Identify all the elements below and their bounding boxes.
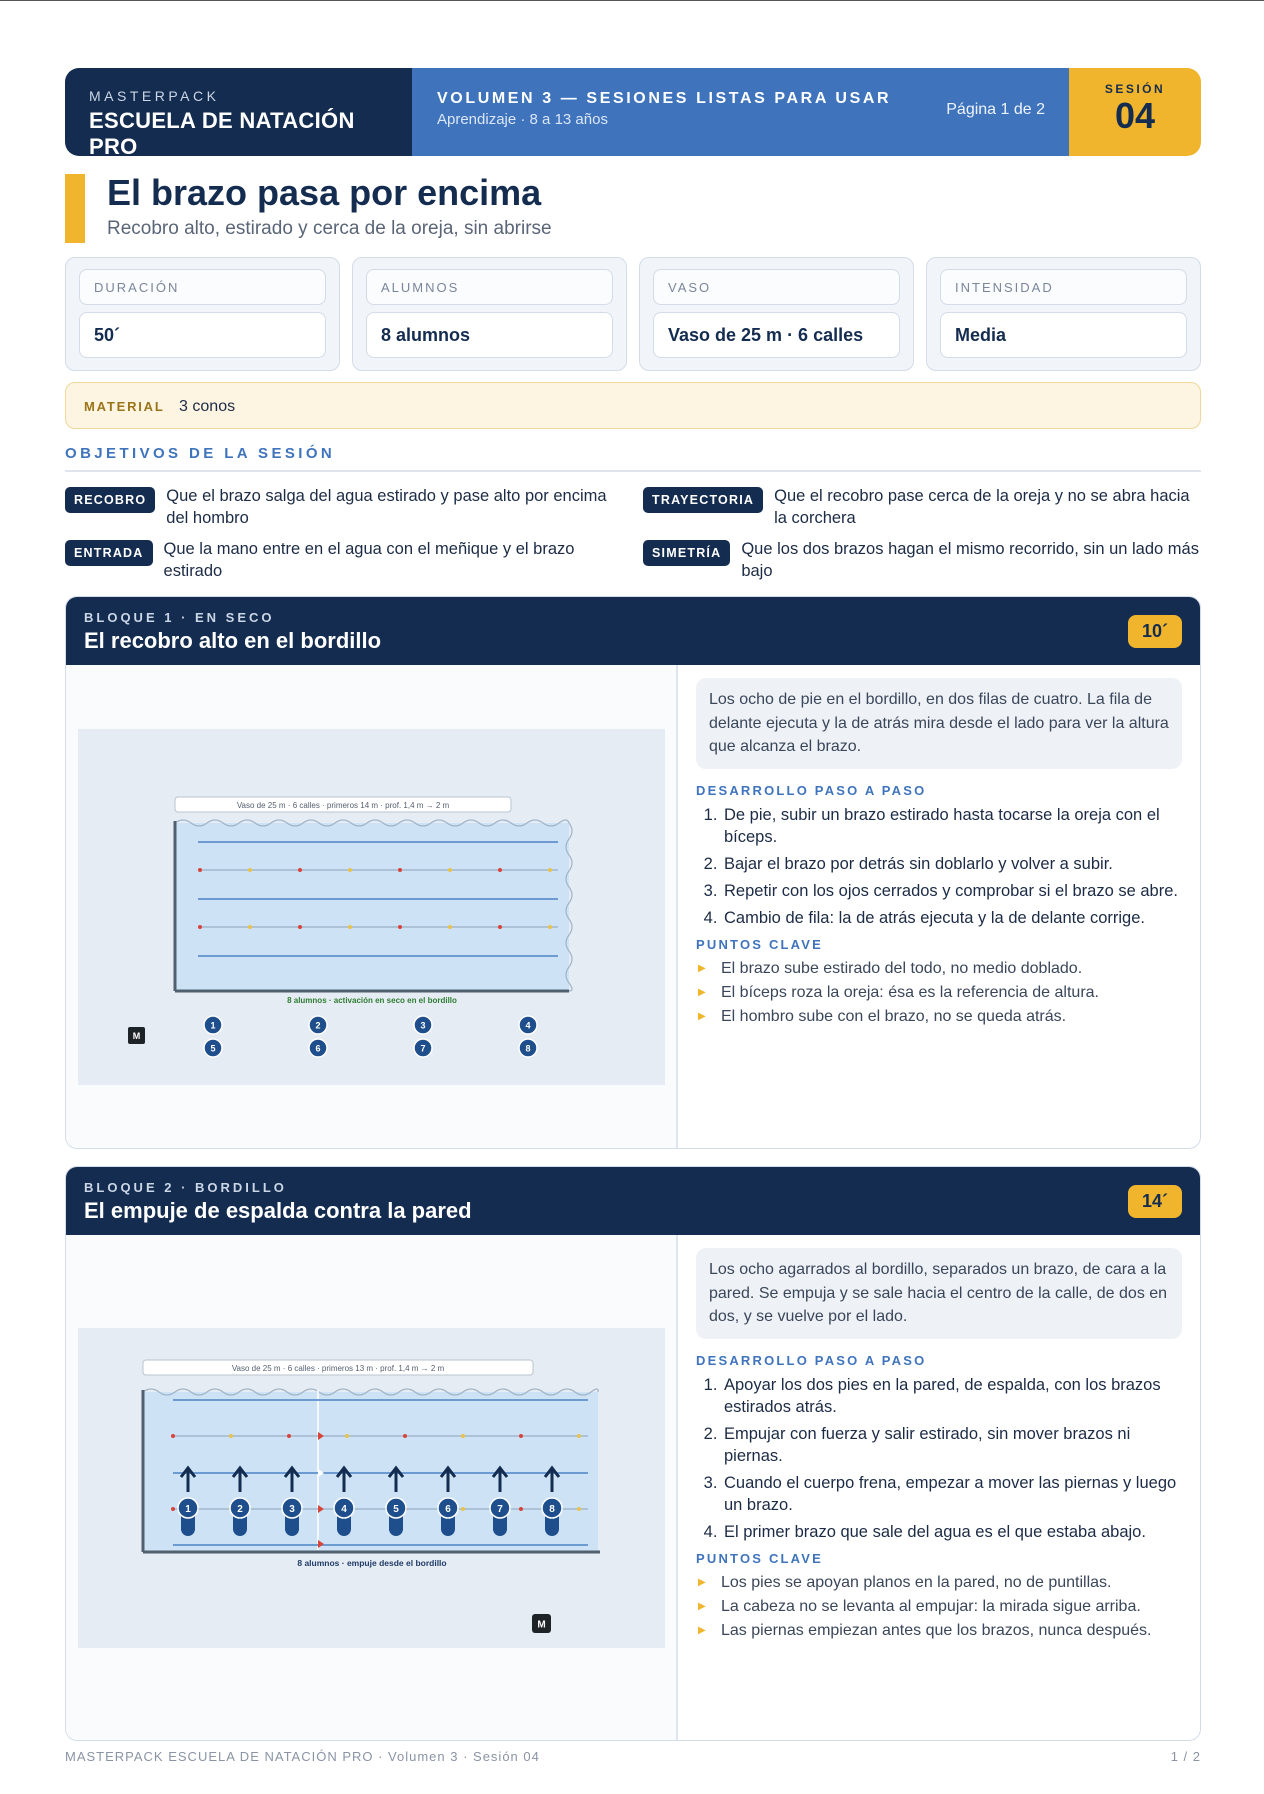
block-title: El recobro alto en el bordillo [84, 628, 382, 653]
swimmer-number: 3 [288, 1503, 295, 1515]
swimmer-number: 3 [419, 1020, 426, 1030]
page-title: El brazo pasa por encima [107, 172, 542, 213]
block-body [66, 665, 1200, 1148]
block-kicker: BLOQUE 1 · EN SECO [84, 610, 275, 625]
block-2 [65, 1166, 1201, 1741]
card-label: VASO [653, 269, 900, 305]
session-number: 04 [1114, 95, 1156, 136]
swimmer-number: 2 [236, 1503, 243, 1515]
objective-text: Que los dos brazos hagan el mismo recorrido, sin un lado más bajo [741, 540, 1199, 580]
swimmer-number: 4 [340, 1503, 347, 1515]
block-duration: 10´ [1128, 615, 1182, 648]
block-intro: Los ocho agarrados al bordillo, separados un brazo, de cara a la pared. Se empuja y se sale hacia el centro de la calle, de dos en dos, y se vuelve por el lado. [696, 1248, 1182, 1339]
step-item: 3. Cuando el cuerpo frena, empezar a mover las piernas y luego un brazo. [722, 1472, 1182, 1516]
diagram-caption: 8 alumnos · activación en seco en el bordillo [286, 995, 457, 1005]
key-item: ▶ El brazo sube estirado del todo, no medio doblado. [696, 958, 1182, 980]
info-cards [65, 257, 1201, 371]
keys-heading: PUNTOS CLAVE [696, 1550, 824, 1566]
session-label: SESIÓN [1104, 82, 1166, 96]
steps-heading: DESARROLLO PASO A PASO [696, 782, 927, 798]
material-label: MATERIAL [84, 399, 165, 414]
swimmer-number: 5 [209, 1043, 216, 1053]
objective-text: Que el brazo salga del agua estirado y pase alto por encima del hombro [166, 487, 607, 527]
card-label: ALUMNOS [366, 269, 613, 305]
block-1 [65, 596, 1201, 1149]
swimmer-number: 8 [524, 1043, 531, 1053]
swimmer-number: 6 [444, 1503, 451, 1515]
coach-label: M [132, 1030, 140, 1041]
info-card-pool [639, 257, 914, 371]
brand-name: ESCUELA DE NATACIÓN PRO [89, 108, 355, 156]
block-kicker: BLOQUE 2 · BORDILLO [84, 1180, 287, 1195]
objective-tag: SIMETRÍA [643, 540, 730, 566]
card-label: INTENSIDAD [940, 269, 1187, 305]
objective-item [65, 538, 625, 582]
page-header [65, 68, 1201, 156]
steps-heading: DESARROLLO PASO A PASO [696, 1352, 927, 1368]
block-header [66, 597, 1200, 665]
swimmer-number: 7 [419, 1043, 426, 1053]
keys-list [696, 958, 1182, 1028]
block-duration: 14´ [1128, 1185, 1182, 1218]
block-diagram-column [66, 665, 678, 1148]
step-item: 4. El primer brazo que sale del agua es el que estaba abajo. [722, 1521, 1182, 1543]
objective-item [65, 485, 625, 529]
key-item: ▶ El hombro sube con el brazo, no se queda atrás. [696, 1006, 1182, 1028]
info-card-intensity [926, 257, 1201, 371]
key-item: ▶ Los pies se apoyan planos en la pared, no de puntillas. [696, 1572, 1182, 1594]
diagram-caption: 8 alumnos · empuje desde el bordillo [296, 1557, 447, 1568]
title-accent-bar [65, 174, 85, 243]
step-item: 1. Apoyar los dos pies en la pared, de espalda, con los brazos estirados atrás. [722, 1374, 1182, 1418]
brand-kicker: MASTERPACK [89, 88, 220, 104]
key-item: ▶ Las piernas empiezan antes que los brazos, nunca después. [696, 1620, 1182, 1642]
card-label: DURACIÓN [79, 269, 326, 305]
footer-text: MASTERPACK ESCUELA DE NATACIÓN PRO · Volumen 3 · Sesión 04 [65, 1749, 540, 1764]
pool-water [175, 823, 569, 991]
info-card-students [352, 257, 627, 371]
volume-panel [412, 68, 1069, 156]
volume-subtitle: Aprendizaje · 8 a 13 años [437, 111, 608, 128]
swimmer-number: 1 [184, 1503, 191, 1515]
key-item: ▶ La cabeza no se levanta al empujar: la mirada sigue arriba. [696, 1596, 1182, 1618]
block-text-column [678, 1235, 1200, 1740]
session-badge [1069, 68, 1201, 156]
page-footer [65, 1749, 1201, 1764]
card-value: 8 alumnos [366, 312, 613, 358]
swimmer-number: 1 [209, 1020, 216, 1030]
page-indicator: Página 1 de 2 [946, 101, 1045, 118]
step-item: 4. Cambio de fila: la de atrás ejecuta y la de delante corrige. [722, 907, 1182, 929]
block-text-column [678, 665, 1200, 1148]
block-header [66, 1167, 1200, 1235]
block-title: El empuje de espalda contra la pared [84, 1198, 472, 1223]
card-value: 50´ [79, 312, 326, 358]
card-value: Vaso de 25 m · 6 calles [653, 312, 900, 358]
block-diagram-column [66, 1235, 678, 1740]
info-card-duration [65, 257, 340, 371]
objective-tag: RECOBRO [65, 487, 155, 513]
pool-label: Vaso de 25 m · 6 calles · primeros 14 m · prof. 1,4 m → 2 m [236, 800, 449, 810]
swimmer-number: 4 [524, 1020, 531, 1030]
card-value: Media [940, 312, 1187, 358]
material-value: 3 conos [179, 398, 236, 415]
swimmer-number: 5 [392, 1503, 399, 1515]
step-item: 1. De pie, subir un brazo estirado hasta tocarse la oreja con el bíceps. [722, 804, 1182, 848]
page-subtitle: Recobro alto, estirado y cerca de la oreja, sin abrirse [107, 218, 552, 239]
footer-page-number: 1 / 2 [1170, 1749, 1201, 1764]
coach-label: M [536, 1619, 546, 1630]
volume-title: VOLUMEN 3 — SESIONES LISTAS PARA USAR [437, 90, 892, 107]
objectives-heading: OBJETIVOS DE LA SESIÓN [65, 445, 1201, 472]
keys-heading: PUNTOS CLAVE [696, 936, 824, 952]
swimmer-number: 7 [496, 1503, 503, 1515]
keys-list [696, 1572, 1182, 1642]
objective-tag: ENTRADA [65, 540, 153, 566]
swimmer-number: 6 [314, 1043, 321, 1053]
pool-diagram [78, 729, 665, 1085]
block-body [66, 1235, 1200, 1740]
pool-diagram [78, 1328, 665, 1648]
objective-item [643, 538, 1201, 582]
objective-text: Que el recobro pase cerca de la oreja y no se abra hacia la corchera [774, 487, 1190, 527]
pool-label: Vaso de 25 m · 6 calles · primeros 13 m · prof. 1,4 m → 2 m [231, 1363, 444, 1373]
swimmer-number: 8 [548, 1503, 555, 1515]
block-intro: Los ocho de pie en el bordillo, en dos filas de cuatro. La fila de delante ejecuta y la de atrás mira desde el lado para ver la altura que alcanza el brazo. [696, 678, 1182, 769]
objective-tag: TRAYECTORIA [643, 487, 763, 513]
objective-text: Que la mano entre en el agua con el meñique y el brazo estirado [163, 540, 575, 580]
swimmer-number: 2 [314, 1020, 321, 1030]
step-item: 2. Bajar el brazo por detrás sin doblarlo y volver a subir. [722, 853, 1182, 875]
steps-list [696, 1374, 1182, 1543]
step-item: 3. Repetir con los ojos cerrados y comprobar si el brazo se abre. [722, 880, 1182, 902]
brand-panel [65, 68, 412, 156]
material-bar [65, 382, 1201, 429]
top-rule [0, 0, 1264, 1]
steps-list [696, 804, 1182, 929]
key-item: ▶ El bíceps roza la oreja: ésa es la referencia de altura. [696, 982, 1182, 1004]
objective-item [643, 485, 1201, 529]
step-item: 2. Empujar con fuerza y salir estirado, sin mover brazos ni piernas. [722, 1423, 1182, 1467]
